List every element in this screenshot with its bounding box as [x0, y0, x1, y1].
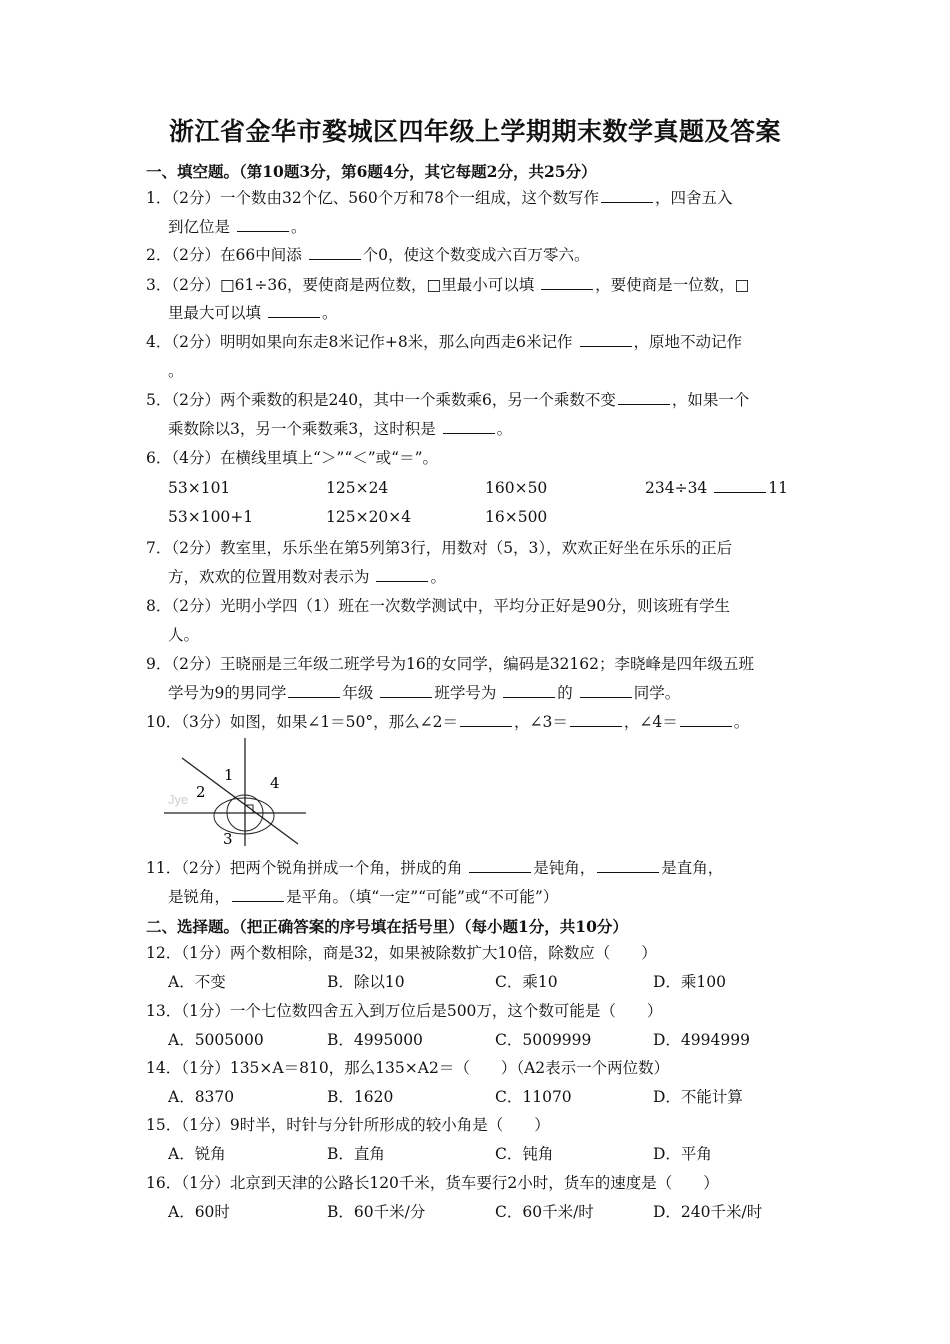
question-text: 。 — [496, 420, 513, 438]
option-c[interactable]: C．60千米/时 — [495, 1203, 594, 1221]
compare-item: 16×500 — [485, 508, 548, 526]
compare-item: 53×100+1 — [168, 508, 254, 526]
question-text: 11．（2分）把两个锐角拼成一个角，拼成的角 — [146, 859, 463, 877]
answer-blank[interactable] — [460, 712, 512, 727]
option-b[interactable]: B．4995000 — [327, 1031, 423, 1049]
question-text: 。 — [733, 713, 750, 731]
question-7-line-1: 7．（2分）教室里，乐乐坐在第5列第3行，用数对（5，3），欢欢正好坐在乐乐的正后 — [146, 539, 733, 557]
option-a[interactable]: A．60时 — [168, 1203, 230, 1221]
question-text: 个0，使这个数变成六百万零六。 — [362, 246, 590, 264]
question-text: 5．（2分）两个乘数的积是240，其中一个乘数乘6，另一个乘数不变 — [146, 391, 616, 409]
document-title: 浙江省金华市婺城区四年级上学期期末数学真题及答案 — [168, 117, 781, 146]
option-b[interactable]: B．1620 — [327, 1088, 394, 1106]
angle-label-2: 2 — [196, 783, 206, 801]
question-6: 6．（4分）在横线里填上“＞”“＜”或“＝”。 — [146, 449, 439, 467]
angle-label-1: 1 — [224, 766, 234, 784]
answer-blank[interactable] — [469, 858, 531, 873]
answer-blank[interactable] — [570, 712, 622, 727]
question-text: 是锐角， — [168, 888, 231, 906]
compare-item: 125×24 — [326, 479, 389, 497]
answer-blank[interactable] — [288, 683, 340, 698]
angle-label-4: 4 — [270, 774, 280, 792]
answer-blank[interactable] — [618, 390, 670, 405]
question-1-line-2 — [168, 217, 306, 237]
question-12: 12．（1分）两个数相除，商是32，如果被除数扩大10倍，除数应（ ） — [146, 944, 657, 962]
angle-label-3: 3 — [223, 830, 233, 848]
figure-watermark: Jye — [168, 792, 189, 807]
question-10 — [146, 712, 749, 732]
angle-figure — [160, 736, 310, 848]
option-b[interactable]: B．除以10 — [327, 973, 405, 991]
question-text: 2．（2分）在66中间添 — [146, 246, 302, 264]
question-text: 班学号为 — [434, 684, 497, 702]
answer-blank[interactable] — [580, 683, 632, 698]
option-d[interactable]: D．平角 — [653, 1145, 712, 1163]
answer-blank[interactable] — [714, 478, 766, 493]
answer-blank[interactable] — [680, 712, 732, 727]
question-text: 是直角， — [661, 859, 724, 877]
question-text: 。 — [168, 362, 184, 380]
answer-blank[interactable] — [268, 303, 320, 318]
compare-item: 160×50 — [485, 479, 548, 497]
question-7-line-2 — [168, 567, 446, 587]
question-5-line-1 — [146, 390, 749, 410]
question-text: 。 — [430, 568, 446, 586]
question-2 — [146, 245, 590, 265]
question-text: ，如果一个 — [671, 391, 750, 409]
question-text: 10．（3分）如图，如果∠1＝50°，那么∠2＝ — [146, 713, 459, 731]
diagonal-line — [182, 758, 298, 844]
question-text: ，四舍五入 — [655, 189, 733, 207]
answer-blank[interactable] — [597, 858, 659, 873]
answer-blank[interactable] — [232, 887, 284, 902]
option-c[interactable]: C．11070 — [495, 1088, 572, 1106]
compare-right: 11 — [768, 479, 788, 497]
compare-item — [645, 478, 788, 498]
section-1-heading: 一、填空题。（第10题3分，第6题4分，其它每题2分，共25分） — [146, 162, 597, 181]
option-b[interactable]: B．60千米/分 — [327, 1203, 426, 1221]
option-d[interactable]: D．240千米/时 — [653, 1203, 763, 1221]
answer-blank[interactable] — [503, 683, 555, 698]
question-text: ，∠3＝ — [514, 713, 568, 731]
question-8-line-2: 人。 — [168, 626, 200, 644]
option-d[interactable]: D．不能计算 — [653, 1088, 743, 1106]
option-a[interactable]: A．5005000 — [168, 1031, 264, 1049]
question-8-line-1: 8．（2分）光明小学四（1）班在一次数学测试中，平均分正好是90分，则该班有学生 — [146, 597, 731, 615]
question-text: 。 — [290, 218, 307, 236]
question-text: 。 — [321, 304, 338, 322]
question-4-line-1 — [146, 332, 742, 352]
option-a[interactable]: A．8370 — [168, 1088, 235, 1106]
compare-left: 234÷34 — [645, 479, 708, 497]
answer-blank[interactable] — [580, 332, 632, 347]
question-text: 1．（2分）一个数由32个亿、560个万和78个一组成，这个数写作 — [146, 189, 600, 207]
question-15: 15．（1分）9时半，时针与分针所形成的较小角是（ ） — [146, 1116, 550, 1134]
option-d[interactable]: D．4994999 — [653, 1031, 750, 1049]
option-c[interactable]: C．乘10 — [495, 973, 558, 991]
answer-blank[interactable] — [376, 567, 428, 582]
question-text: 乘数除以3，另一个乘数乘3，这时积是 — [168, 420, 436, 438]
option-d[interactable]: D．乘100 — [653, 973, 727, 991]
question-4-line-2 — [168, 361, 184, 381]
option-a[interactable]: A．不变 — [168, 973, 226, 991]
question-text: 是钝角， — [533, 859, 596, 877]
question-text: 4．（2分）明明如果向东走8米记作+8米，那么向西走6米记作 — [146, 333, 573, 351]
answer-blank[interactable] — [601, 188, 653, 203]
question-1-line-1 — [146, 188, 733, 208]
compare-item: 125×20×4 — [326, 508, 412, 526]
option-a[interactable]: A．锐角 — [168, 1145, 226, 1163]
answer-blank[interactable] — [237, 217, 289, 232]
question-text: ，要使商是一位数，□ — [595, 276, 750, 294]
question-9-line-2 — [168, 683, 680, 703]
question-14: 14．（1分）135×A＝810，那么135×A2＝（ ）（A2表示一个两位数） — [146, 1059, 670, 1077]
question-text: ，∠4＝ — [623, 713, 678, 731]
option-b[interactable]: B．直角 — [327, 1145, 385, 1163]
question-text: 是平角。（填“一定”“可能”或“不可能”） — [286, 888, 559, 906]
question-text: 里最大可以填 — [168, 304, 262, 322]
option-c[interactable]: C．钝角 — [495, 1145, 554, 1163]
question-text: 到亿位是 — [168, 218, 231, 236]
question-13: 13．（1分）一个七位数四舍五入到万位后是500万，这个数可能是（ ） — [146, 1002, 663, 1020]
question-text: 3．（2分）□61÷36，要使商是两位数，□里最小可以填 — [146, 276, 535, 294]
question-11-line-2 — [168, 887, 558, 907]
question-3-line-2 — [168, 303, 337, 323]
angle-arc-2 — [227, 802, 230, 813]
option-c[interactable]: C．5009999 — [495, 1031, 592, 1049]
answer-blank[interactable] — [309, 245, 361, 260]
section-2-heading: 二、选择题。（把正确答案的序号填在括号里）（每小题1分，共10分） — [146, 917, 628, 936]
question-9-line-1: 9．（2分）王晓丽是三年级二班学号为16的女同学，编码是32162；李晓峰是四年级五班 — [146, 655, 755, 673]
question-text: ，原地不动记作 — [633, 333, 743, 351]
question-11-line-1 — [146, 858, 723, 878]
question-text: 方，欢欢的位置用数对表示为 — [168, 568, 370, 586]
answer-blank[interactable] — [443, 419, 495, 434]
question-text: 学号为9的男同学 — [168, 684, 287, 702]
question-text: 同学。 — [633, 684, 681, 702]
answer-blank[interactable] — [380, 683, 432, 698]
question-text: 的 — [557, 684, 573, 702]
compare-item: 53×101 — [168, 479, 231, 497]
question-16: 16．（1分）北京到天津的公路长120千米，货车要行2小时，货车的速度是（ ） — [146, 1174, 719, 1192]
question-text: 年级 — [342, 684, 374, 702]
answer-blank[interactable] — [541, 275, 593, 290]
question-5-line-2 — [168, 419, 512, 439]
question-3-line-1 — [146, 275, 749, 295]
